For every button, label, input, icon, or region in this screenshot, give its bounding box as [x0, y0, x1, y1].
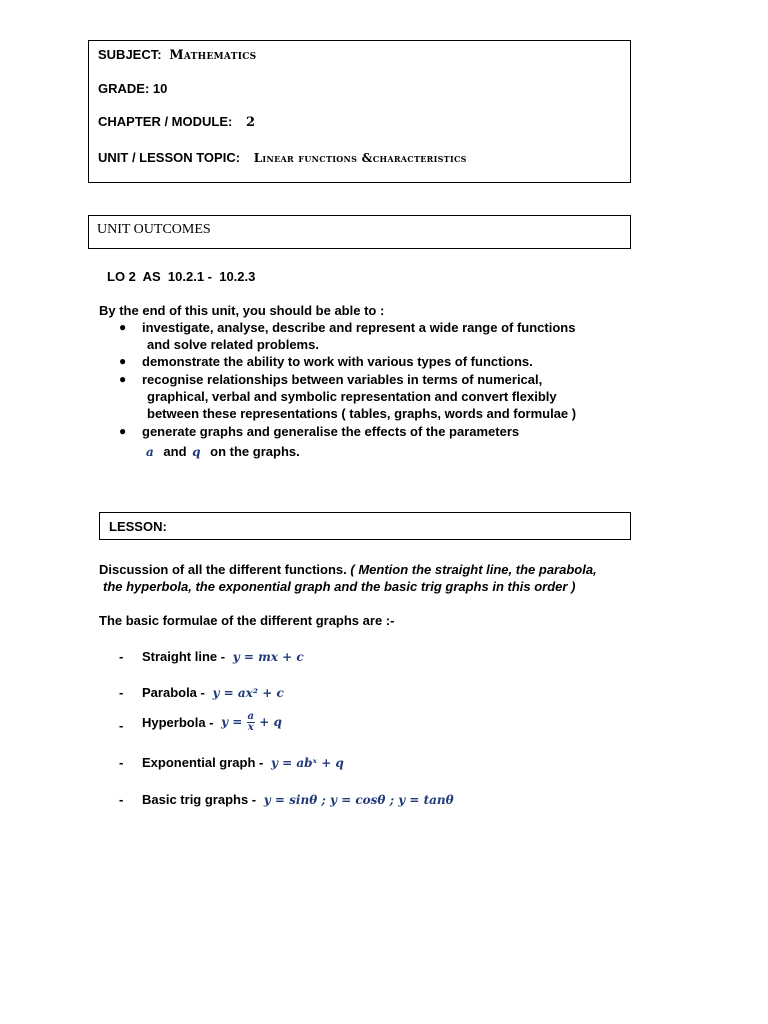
- discussion-line-1: [99, 562, 597, 577]
- subject-row: [98, 47, 256, 63]
- bullet-1-dot: ●: [119, 320, 127, 334]
- formula-label: Parabola -: [142, 685, 205, 700]
- bullet-1-line-2: and solve related problems.: [147, 337, 319, 352]
- discussion-italic-1: ( Mention the straight line, the parabola,: [350, 562, 597, 577]
- grade-row: GRADE: 10: [98, 81, 168, 96]
- fraction: [247, 712, 255, 733]
- param-tail: on the graphs.: [210, 444, 300, 459]
- formula-value: y = ax² + c: [212, 686, 284, 700]
- formula-label: Hyperbola -: [142, 715, 214, 730]
- formula-post: + q: [259, 715, 282, 729]
- formula-pre: y =: [221, 715, 243, 729]
- formula-label: Exponential graph -: [142, 755, 264, 770]
- subject-label: SUBJECT:: [98, 47, 162, 62]
- dash-2: -: [119, 685, 124, 700]
- lesson-box: [99, 512, 631, 540]
- bullet-3-line-1: recognise relationships between variables in terms of numerical,: [142, 372, 543, 387]
- fraction-denominator: x: [247, 722, 254, 733]
- formula-label: Basic trig graphs -: [142, 792, 257, 807]
- dash-1: -: [119, 649, 124, 664]
- header-box: [88, 40, 631, 183]
- bullet-2-line-1: demonstrate the ability to work with various types of functions.: [142, 354, 533, 369]
- bullet-2-dot: ●: [119, 354, 127, 368]
- fraction-numerator: a: [247, 711, 255, 722]
- formula-label: Straight line -: [142, 649, 226, 664]
- param-and: and: [163, 444, 187, 459]
- unit-outcomes-title: UNIT OUTCOMES: [97, 222, 211, 237]
- formula-value: [221, 711, 282, 733]
- formulae-intro: The basic formulae of the different graphs are :-: [99, 613, 395, 628]
- topic-value: Linear functions &characteristics: [253, 151, 467, 165]
- bullet-1-line-1: investigate, analyse, describe and represent a wide range of functions: [142, 320, 576, 335]
- bullet-4-line-2: [146, 444, 300, 459]
- bullet-3-dot: ●: [119, 372, 127, 386]
- chapter-label: CHAPTER / MODULE:: [98, 114, 233, 129]
- subject-value: Mathematics: [169, 48, 257, 63]
- formula-value: y = sinθ ; y = cosθ ; y = tanθ: [263, 793, 454, 807]
- bullet-4-line-1: generate graphs and generalise the effects of the parameters: [142, 424, 520, 439]
- chapter-value: 2: [245, 115, 256, 130]
- topic-row: [98, 150, 467, 165]
- formula-item-hyperbola: [142, 712, 282, 733]
- dash-3: -: [119, 718, 124, 733]
- unit-outcomes-box: [88, 215, 631, 249]
- formula-item-parabola: [142, 685, 284, 700]
- formula-value: y = mx + c: [232, 650, 304, 664]
- discussion-italic-2: the hyperbola, the exponential graph and the basic trig graphs in this order ): [103, 579, 576, 594]
- bullet-4-dot: ●: [119, 424, 127, 438]
- formula-value: y = abˣ + q: [270, 756, 344, 770]
- param-a: a: [146, 445, 154, 459]
- lesson-title: LESSON:: [109, 519, 167, 534]
- formula-item-straight-line: [142, 649, 304, 664]
- bullet-3-line-2: graphical, verbal and symbolic representation and convert flexibly: [147, 389, 557, 404]
- dash-4: -: [119, 755, 124, 770]
- formula-item-trig: [142, 792, 454, 807]
- topic-label: UNIT / LESSON TOPIC:: [98, 150, 241, 165]
- param-q: q: [192, 445, 201, 459]
- discussion-line-2: [103, 579, 575, 594]
- discussion-lead: Discussion of all the different functions.: [99, 562, 347, 577]
- dash-5: -: [119, 792, 124, 807]
- chapter-row: [98, 114, 255, 130]
- lo-line: LO 2 AS 10.2.1 - 10.2.3: [107, 269, 256, 284]
- bullet-3-line-3: between these representations ( tables, graphs, words and formulae ): [147, 406, 577, 421]
- outcomes-intro: By the end of this unit, you should be able to :: [99, 303, 385, 318]
- formula-item-exponential: [142, 755, 344, 770]
